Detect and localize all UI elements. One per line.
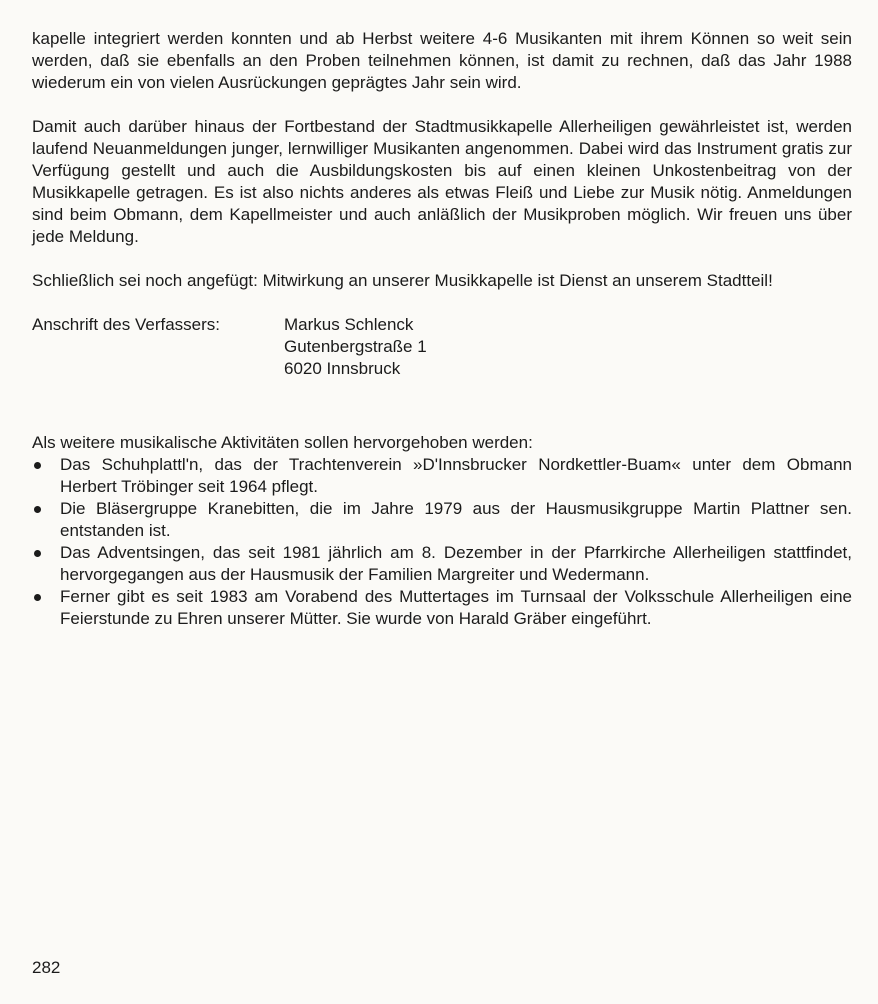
activities-intro: Als weitere musikalische Aktivitäten sollen hervorgehoben werden:: [32, 433, 533, 452]
paragraph-closing: Schließlich sei noch angefügt: Mitwirkung an unserer Musikkapelle ist Dienst an unserem Stadtteil!: [32, 271, 773, 290]
paragraph-continuation: kapelle integriert werden konnten und ab Herbst weitere 4-6 Musikanten mit ihrem Können so weit sein werden, daß sie ebenfalls an den Proben teilnehmen können, ist damit zu rechnen, daß das Jahr 1988 wiederum ein von vielen Ausrückungen geprägtes Jahr sein wird.: [32, 29, 852, 92]
list-item-text: Ferner gibt es seit 1983 am Vorabend des Muttertages im Turnsaal der Volksschule Allerheiligen eine Feierstunde zu Ehren unserer Mütter. Sie wurde von Harald Gräber eingeführt.: [60, 587, 852, 628]
author-address: [32, 314, 852, 380]
address-label: Anschrift des Verfassers:: [32, 315, 221, 334]
list-item-text: Die Bläsergruppe Kranebitten, die im Jahre 1979 aus der Hausmusikgruppe Martin Plattner sen. entstanden ist.: [60, 499, 852, 540]
list-item: [32, 542, 852, 586]
list-item: [32, 498, 852, 542]
bullet-icon: [34, 594, 41, 601]
page-number: 282: [32, 958, 61, 977]
activities-list: [32, 454, 852, 630]
author-city: 6020 Innsbruck: [284, 359, 401, 378]
paragraph-new-members: Damit auch darüber hinaus der Fortbestand der Stadtmusikkapelle Allerheiligen gewährleistet ist, werden laufend Neuanmeldungen junger, lernwilliger Musikanten angenommen. Dabei wird das Instrument gratis zur Verfügung gestellt und auch die Ausbildungskosten bis auf einen kleinen Unkostenbeitrag von der Musikkapelle getragen. Es ist also nichts anderes als etwas Fleiß und Liebe zur Musik nötig. Anmeldungen sind beim Obmann, dem Kapellmeister und auch anläßlich der Musikproben möglich. Wir freuen uns über jede Meldung.: [32, 117, 852, 246]
list-item: [32, 454, 852, 498]
page-body: [32, 28, 852, 630]
address-lines: [284, 314, 427, 380]
author-name: Markus Schlenck: [284, 315, 414, 334]
list-item-text: Das Schuhplattl'n, das der Trachtenverein »D'Innsbrucker Nordkettler-Buam« unter dem Obmann Herbert Tröbinger seit 1964 pflegt.: [60, 455, 852, 496]
list-item: [32, 586, 852, 630]
bullet-icon: [34, 462, 41, 469]
bullet-icon: [34, 506, 41, 513]
author-street: Gutenbergstraße 1: [284, 337, 427, 356]
list-item-text: Das Adventsingen, das seit 1981 jährlich am 8. Dezember in der Pfarrkirche Allerheiligen stattfindet, hervorgegangen aus der Hausmusik der Familien Margreiter und Wedermann.: [60, 543, 852, 584]
bullet-icon: [34, 550, 41, 557]
